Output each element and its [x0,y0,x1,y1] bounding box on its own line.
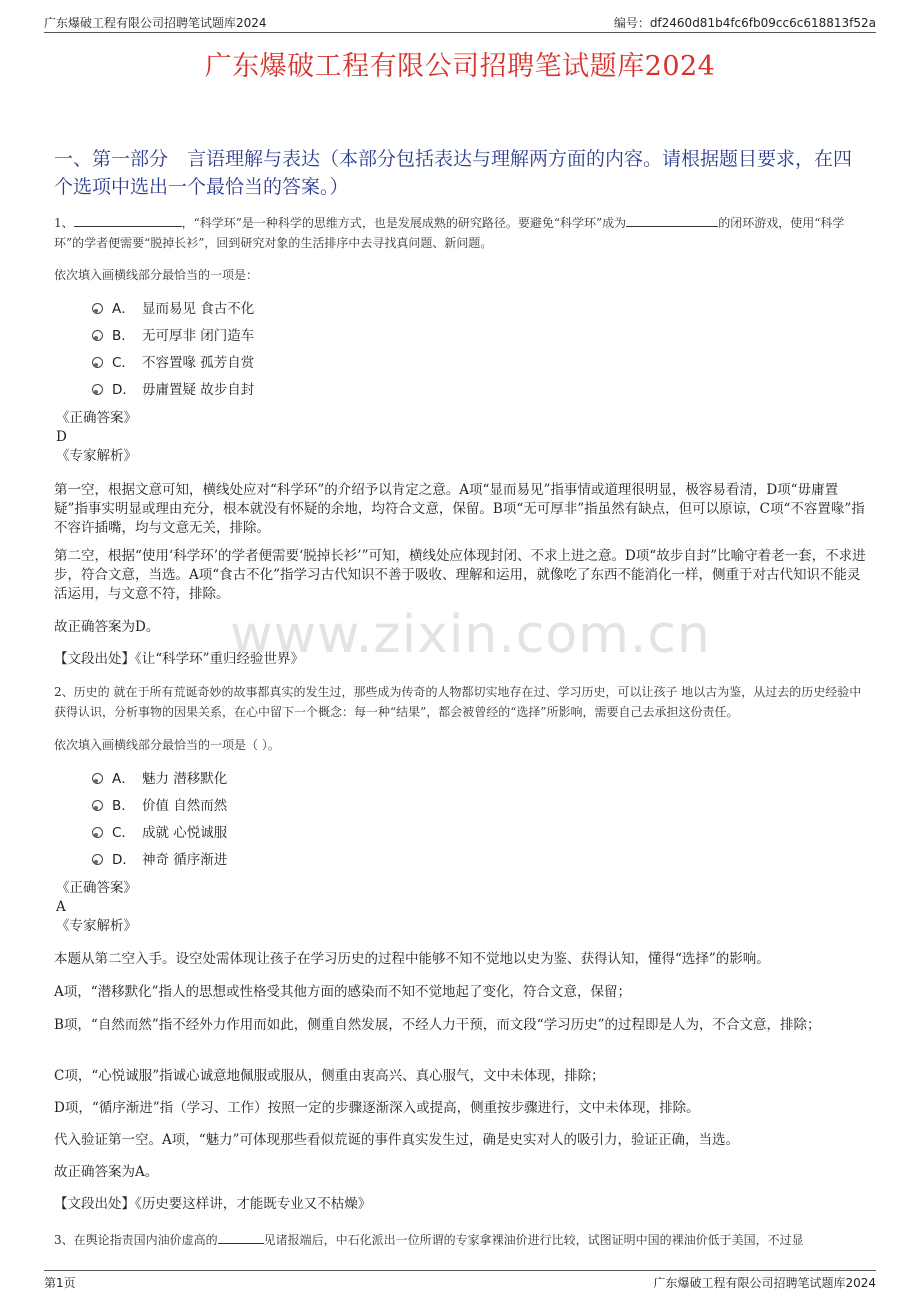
radio-icon[interactable] [92,357,103,368]
radio-icon[interactable] [92,827,103,838]
radio-icon[interactable] [92,384,103,395]
source-citation: 【文段出处】《让“科学环”重归经验世界》 [54,651,305,667]
question-text: 3、在舆论指责国内油价虚高的 [54,1233,218,1247]
option-text: 价值 自然而然 [142,798,228,814]
question-text: 见诸报端后，中石化派出一位所谓的专家拿裸油价进行比较，试图证明中国的裸油价低于美国，不过显 [263,1233,804,1247]
option-text: 毋庸置疑 故步自封 [142,382,255,398]
analysis-conclusion: 故正确答案为A。 [54,1164,159,1180]
source-citation: 【文段出处】《历史要这样讲，才能既专业又不枯燥》 [54,1196,372,1212]
option-text: 成就 心悦诚服 [142,825,228,841]
option-label: A． [112,771,135,787]
question-1-prompt: 依次填入画横线部分最恰当的一项是： [54,268,259,282]
radio-icon[interactable] [92,800,103,811]
option-label: B． [112,798,135,814]
option-text: 显而易见 食古不化 [142,301,255,317]
option-b[interactable] [92,326,254,346]
question-text: 的闭环游戏，使用“科学环”的学者便需要“脱掉长衫”，回到研究对象的生活排序中去寻找真问题、新问题。 [54,216,845,250]
question-1-stem [54,213,866,253]
option-c[interactable] [92,353,254,373]
option-c[interactable] [92,823,227,843]
radio-icon[interactable] [92,330,103,341]
option-text: 不容置喙 孤芳自赏 [142,355,255,371]
analysis-paragraph: 第一空，根据文意可知，横线处应对“科学环”的介绍予以肯定之意。A项“显而易见”指事情或道理很明显，极容易看清，D项“毋庸置疑”指事实明显或理由充分，根本就没有怀疑的余地，均符合文意，保留。B项“无可厚非”指虽然有缺点，但可以原谅，C项“不容置喙”指不容许插嘴，均与文意无关，排除。 [54,482,865,536]
question-2-stem: 2、历史的 就在于所有荒诞奇妙的故事都真实的发生过，那些成为传奇的人物都切实地存在过、学习历史，可以让孩子 地以古为鉴，从过去的历史经验中获得认识，分析事物的因果关系，在心中留下一个概念：每一种“结果”，都会被曾经的“选择”所影响，需要自己去承担这份责任。 [54,685,862,719]
fill-blank [74,214,182,227]
option-b[interactable] [92,796,227,816]
analysis-label: 《专家解析》 [56,448,137,464]
option-label: B． [112,328,135,344]
analysis-paragraph: A项，“潜移默化”指人的思想或性格受其他方面的感染而不知不觉地起了变化，符合文意，保留； [54,984,632,1000]
analysis-paragraph: B项，“自然而然”指不经外力作用而如此，侧重自然发展，不经人力干预，而文段“学习历史”的过程即是人为，不合文意，排除； [54,1017,821,1033]
section-heading: 一、第一部分 言语理解与表达（本部分包括表达与理解两方面的内容。请根据题目要求，在四个选项中选出一个最恰当的答案。） [54,148,853,198]
option-text: 魅力 潜移默化 [142,771,228,787]
option-label: D． [112,852,136,868]
analysis-conclusion: 故正确答案为D。 [54,619,160,635]
question-2-prompt: 依次填入画横线部分最恰当的一项是（ ）。 [54,738,280,752]
option-text: 神奇 循序渐进 [142,852,228,868]
radio-icon[interactable] [92,854,103,865]
fill-blank [218,1231,264,1244]
header-doc-id: 编号：df2460d81b4fc6fb09cc6c618813f52a [613,16,876,30]
option-a[interactable] [92,769,227,789]
footer-doc-title: 广东爆破工程有限公司招聘笔试题库2024 [653,1276,876,1290]
option-d[interactable] [92,850,227,870]
fill-blank [626,214,718,227]
analysis-paragraph: C项，“心悦诚服”指诚心诚意地佩服或服从，侧重由衷高兴、真心服气，文中未体现，排除； [54,1068,605,1084]
analysis-paragraph: 第二空，根据“使用‘科学环’的学者便需要‘脱掉长衫’”可知，横线处应体现封闭、不求上进之意。D项“故步自封”比喻守着老一套，不求进步，符合文意，当选。A项“食古不化”指学习古代知识不善于吸收、理解和运用，就像吃了东西不能消化一样，侧重于对古代知识不能灵活运用，与文意不符，排除。 [54,548,866,602]
option-label: A． [112,301,135,317]
page-footer [44,1270,876,1293]
option-label: D． [112,382,136,398]
answer-label: 《正确答案》 [56,880,137,896]
page-header [44,12,876,33]
question-3-stem [54,1230,866,1250]
analysis-paragraph: 代入验证第一空。A项，“魅力”可体现那些看似荒诞的事件真实发生过，确是史实对人的吸引力，验证正确，当选。 [54,1132,740,1148]
option-d[interactable] [92,380,254,400]
option-label: C． [112,825,135,841]
analysis-label: 《专家解析》 [56,918,137,934]
option-label: C． [112,355,135,371]
question-text: ，“科学环”是一种科学的思维方式，也是发展成熟的研究路径。要避免“科学环”成为 [181,216,627,230]
radio-icon[interactable] [92,303,103,314]
option-a[interactable] [92,299,254,319]
radio-icon[interactable] [92,773,103,784]
document-title: 广东爆破工程有限公司招聘笔试题库2024 [204,51,716,82]
watermark: www.zixin.com.cn [230,605,711,665]
header-doc-title: 广东爆破工程有限公司招聘笔试题库2024 [44,16,267,30]
question-number: 1、 [54,216,74,230]
answer-value: D [56,429,67,445]
option-text: 无可厚非 闭门造车 [142,328,255,344]
answer-label: 《正确答案》 [56,410,137,426]
analysis-paragraph: D项，“循序渐进”指（学习、工作）按照一定的步骤逐渐深入或提高，侧重按步骤进行，文中未体现，排除。 [54,1100,700,1116]
analysis-paragraph: 本题从第二空入手。设空处需体现让孩子在学习历史的过程中能够不知不觉地以史为鉴、获得认知，懂得“选择”的影响。 [54,951,770,967]
page-number: 第1页 [44,1276,76,1290]
answer-value: A [56,899,66,915]
